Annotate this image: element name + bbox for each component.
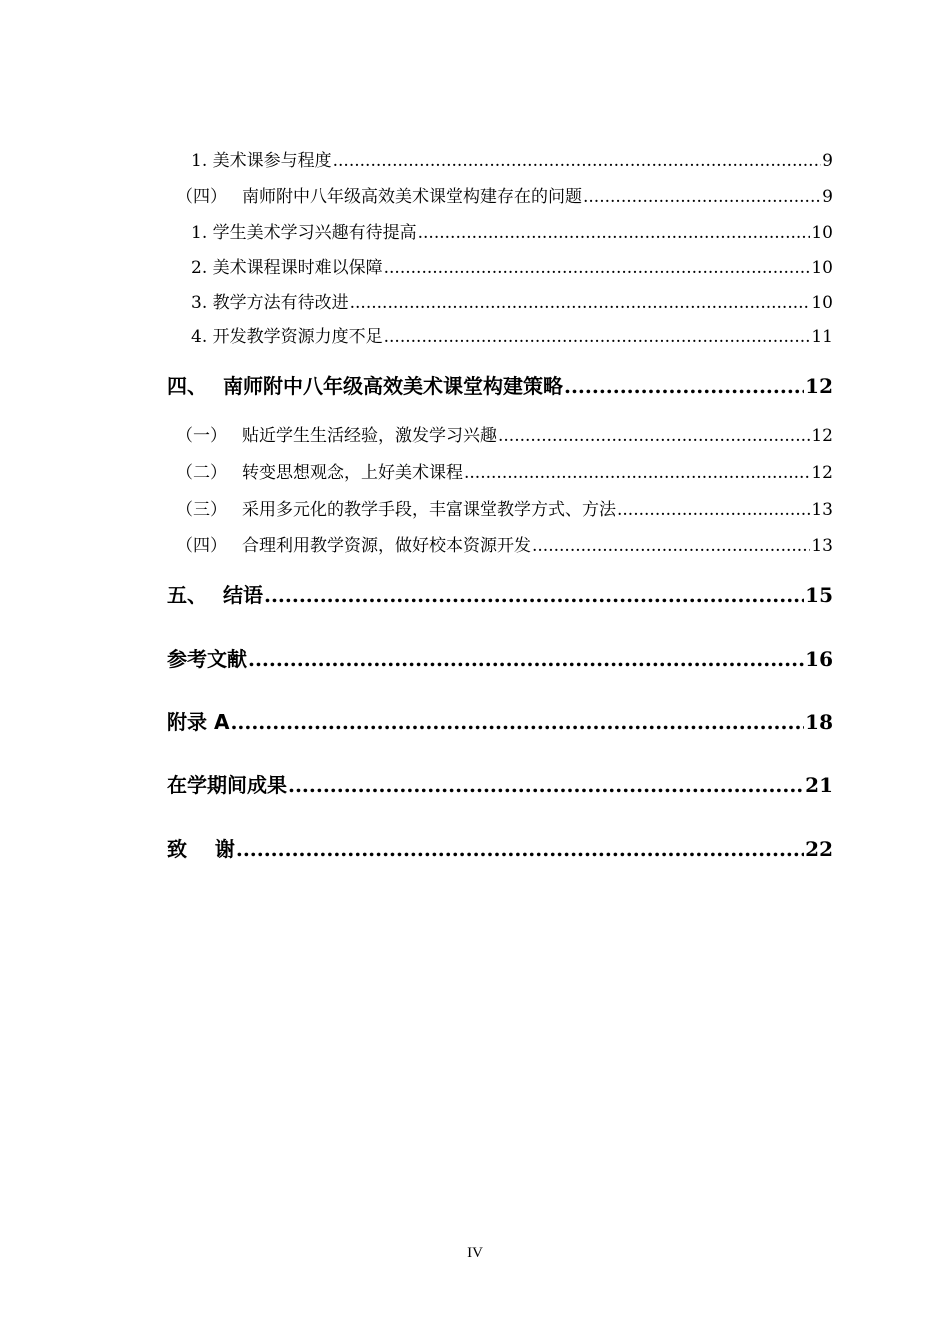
toc-entry-page: 12 <box>811 426 833 446</box>
toc-entry-title <box>176 531 531 556</box>
toc-entry-text: 采用多元化的教学手段，丰富课堂教学方式、方法 <box>242 500 616 520</box>
toc-entry[interactable] <box>176 531 833 556</box>
toc-chapter-entry[interactable] <box>167 706 833 735</box>
toc-entry-title <box>176 495 616 520</box>
toc-entry-title: 2. 美术课程课时难以保障 <box>191 258 383 278</box>
toc-entry-page: 12 <box>811 463 833 483</box>
toc-entry-title: 3. 教学方法有待改进 <box>191 293 349 313</box>
toc-entry-text: 转变思想观念，上好美术课程 <box>242 463 463 483</box>
toc-chapter-entry[interactable] <box>167 579 833 608</box>
toc-entry[interactable] <box>176 458 833 483</box>
toc-entry[interactable] <box>191 253 833 278</box>
toc-entry[interactable] <box>176 182 833 207</box>
toc-entry[interactable] <box>191 322 833 347</box>
toc-entry-page: 10 <box>811 258 833 278</box>
toc-leader-dots <box>418 223 811 243</box>
toc-leader-dots <box>230 710 804 734</box>
toc-leader-dots <box>288 773 804 797</box>
toc-entry-number: 四、 <box>167 374 207 398</box>
toc-entry-title: 参考文献 <box>167 647 247 671</box>
toc-leader-dots <box>236 837 804 861</box>
toc-leader-dots <box>583 187 821 207</box>
toc-entry-page: 13 <box>811 500 833 520</box>
toc-leader-dots <box>617 500 810 520</box>
toc-leader-dots <box>532 536 810 556</box>
toc-entry-title: 1. 美术课参与程度 <box>191 151 332 171</box>
toc-entry[interactable] <box>191 288 833 313</box>
toc-entry-title <box>176 421 497 446</box>
toc-leader-dots <box>264 583 804 607</box>
toc-chapter-entry[interactable] <box>167 370 833 399</box>
toc-entry[interactable] <box>191 218 833 243</box>
toc-entry-title: 1. 学生美术学习兴趣有待提高 <box>191 223 417 243</box>
toc-entry[interactable] <box>191 146 833 171</box>
toc-leader-dots <box>248 647 804 671</box>
toc-entry-number: （三） <box>176 500 227 520</box>
toc-entry-text: 结语 <box>223 583 263 607</box>
toc-entry-page: 13 <box>811 536 833 556</box>
toc-entry-number: （四） <box>176 536 227 556</box>
toc-entry-page: 10 <box>811 293 833 313</box>
toc-leader-dots <box>564 374 804 398</box>
toc-entry-text: 贴近学生生活经验，激发学习兴趣 <box>242 426 497 446</box>
toc-leader-dots <box>464 463 810 483</box>
toc-entry-title <box>176 182 582 207</box>
toc-entry-page: 21 <box>805 773 833 797</box>
toc-leader-dots <box>333 151 822 171</box>
toc-entry-page: 15 <box>805 583 833 607</box>
toc-chapter-entry[interactable] <box>167 833 833 862</box>
toc-entry-title <box>167 579 263 608</box>
toc-leader-dots <box>498 426 810 446</box>
toc-entry-page: 12 <box>805 374 833 398</box>
page-number-footer: IV <box>467 1245 483 1261</box>
toc-entry-number: （一） <box>176 426 227 446</box>
toc-entry[interactable] <box>176 421 833 446</box>
toc-entry-title <box>176 458 463 483</box>
toc-entry-title: 在学期间成果 <box>167 773 287 797</box>
toc-entry-title: 4. 开发教学资源力度不足 <box>191 327 383 347</box>
toc-entry-page: 9 <box>822 151 833 171</box>
toc-entry-text: 合理利用教学资源，做好校本资源开发 <box>242 536 531 556</box>
toc-entry-number: （二） <box>176 463 227 483</box>
toc-leader-dots <box>350 293 811 313</box>
toc-entry-text: 南师附中八年级高效美术课堂构建存在的问题 <box>242 187 582 207</box>
toc-entry-page: 11 <box>811 327 833 347</box>
toc-leader-dots <box>384 327 811 347</box>
toc-entry[interactable] <box>176 495 833 520</box>
toc-entry-text: 南师附中八年级高效美术课堂构建策略 <box>223 374 563 398</box>
toc-entry-number: （四） <box>176 187 227 207</box>
toc-chapter-entry[interactable] <box>167 643 833 672</box>
toc-entry-title <box>167 370 563 399</box>
toc-entry-page: 16 <box>805 647 833 671</box>
toc-entry-number: 五、 <box>167 583 207 607</box>
toc-entry-title: 致 谢 <box>167 837 235 861</box>
toc-entry-page: 22 <box>805 837 833 861</box>
toc-entry-page: 10 <box>811 223 833 243</box>
toc-entry-page: 18 <box>805 710 833 734</box>
toc-entry-title: 附录 A <box>167 710 230 734</box>
toc-entry-page: 9 <box>822 187 833 207</box>
toc-chapter-entry[interactable] <box>167 769 833 798</box>
toc-leader-dots <box>384 258 811 278</box>
